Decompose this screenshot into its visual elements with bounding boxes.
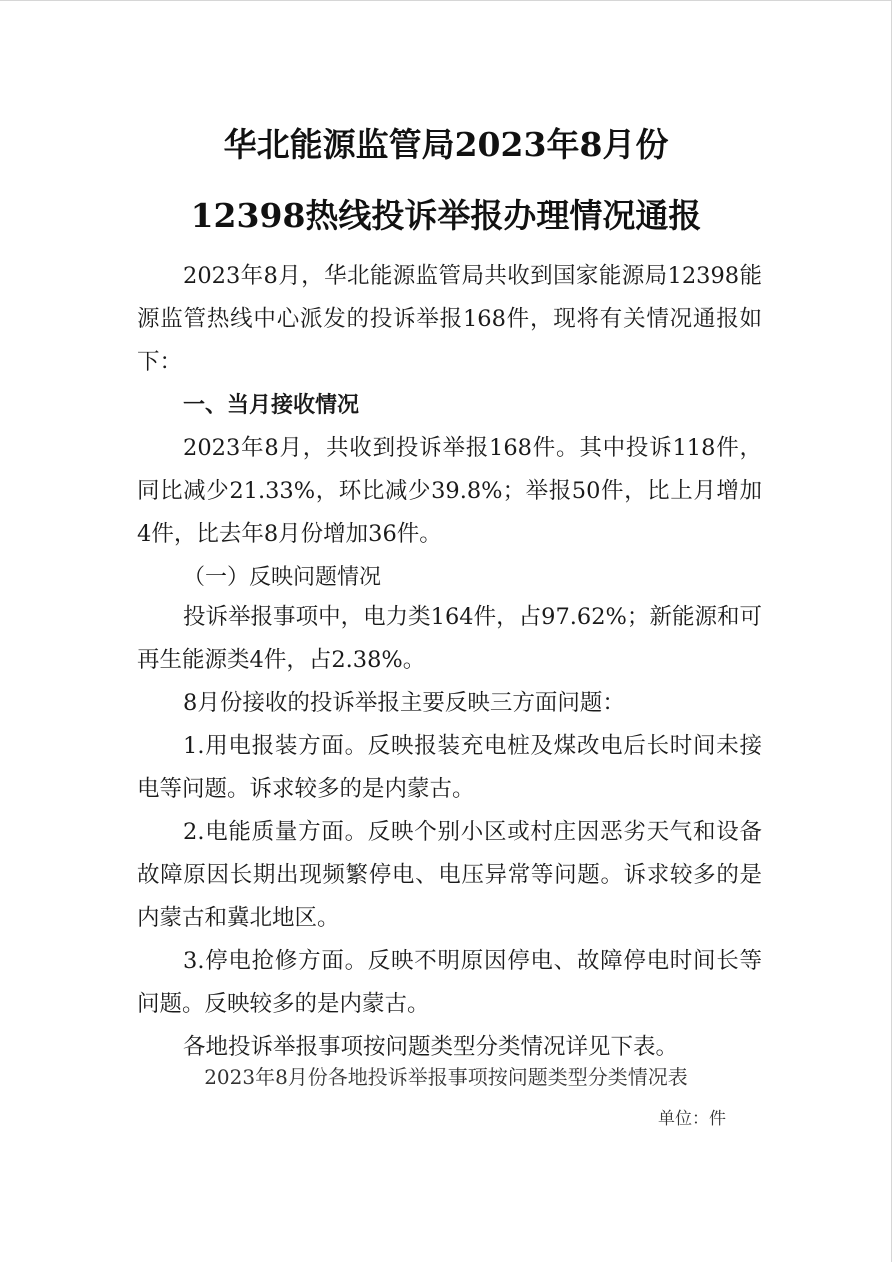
intro-paragraph: 2023年8月，华北能源监管局共收到国家能源局12398能源监管热线中心派发的投诉举报168件，现将有关情况通报如下： (137, 263, 762, 375)
section1-heading-block (137, 384, 762, 427)
issue-2-paragraph: 2.电能质量方面。反映个别小区或村庄因恶劣天气和设备故障原因长期出现频繁停电、电压异常等问题。诉求较多的是内蒙古和冀北地区。 (137, 819, 762, 931)
document-title-line2: 12398热线投诉举报办理情况通报 (190, 196, 702, 235)
issue-3-paragraph: 3.停电抢修方面。反映不明原因停电、故障停电时间长等问题。反映较多的是内蒙古。 (137, 948, 762, 1017)
table-unit: 单位：件 (658, 1109, 726, 1129)
table-caption: 2023年8月份各地投诉举报事项按问题类型分类情况表 (204, 1065, 688, 1089)
subsection-heading: （一）反映问题情况 (183, 565, 382, 590)
subsection-heading-block (137, 556, 762, 599)
section1-heading: 一、当月接收情况 (183, 393, 360, 418)
intro-block (137, 255, 762, 384)
document-title-line1: 华北能源监管局2023年8月份 (223, 125, 669, 164)
issue-1-paragraph: 1.用电报装方面。反映报装充电桩及煤改电后长时间未接电等问题。诉求较多的是内蒙古。 (137, 733, 762, 802)
category-share-paragraph: 投诉举报事项中，电力类164件，占97.62%；新能源和可再生能源类4件，占2.38%。 (137, 604, 762, 673)
section1-paragraph: 2023年8月，共收到投诉举报168件。其中投诉118件，同比减少21.33%，环比减少39.8%；举报50件，比上月增加4件，比去年8月份增加36件。 (137, 435, 762, 547)
section1-paragraph-block (137, 427, 762, 556)
subsection-paragraphs (137, 596, 762, 1069)
main-issues-paragraph: 8月份接收的投诉举报主要反映三方面问题： (183, 690, 625, 716)
table-reference-paragraph: 各地投诉举报事项按问题类型分类情况详见下表。 (183, 1034, 679, 1060)
